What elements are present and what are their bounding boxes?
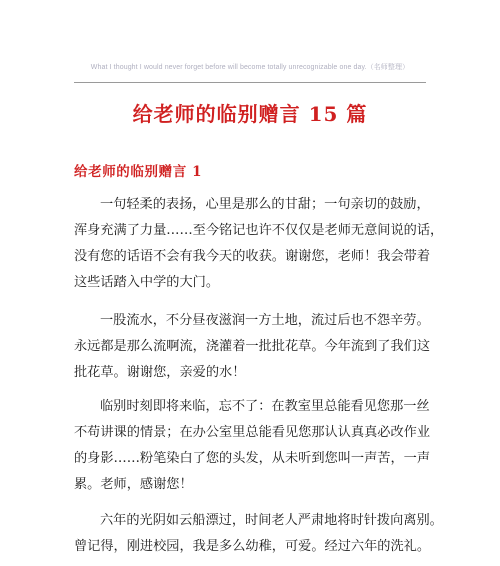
paragraph-line: 累。老师，感谢您！ xyxy=(74,477,193,492)
paragraph-3 xyxy=(74,394,431,498)
paragraph-line: 一股流水，不分昼夜滋润一方土地，流过后也不怨辛劳。 xyxy=(100,313,430,328)
paragraph-line: 不苟讲课的情景；在办公室里总能看见您那认认真真必改作业 xyxy=(74,425,431,440)
paragraph-2 xyxy=(74,308,431,386)
paragraph-line: 没有您的话语不会有我今天的收获。谢谢您，老师！我会带着 xyxy=(74,249,431,264)
paragraph-line: 批花草。谢谢您，亲爱的水！ xyxy=(74,365,246,380)
paragraph-line: 曾记得，刚进校园，我是多么幼稚，可爱。经过六年的洗礼。 xyxy=(74,539,431,554)
paragraph-line: 浑身充满了力量……至今铭记也许不仅仅是老师无意间说的话， xyxy=(74,223,444,238)
paragraph-4 xyxy=(74,508,443,560)
paragraph-line: 一句轻柔的表扬，心里是那么的甘甜；一句亲切的鼓励， xyxy=(100,197,430,212)
paragraph-line: 这些话踏入中学的大门。 xyxy=(74,275,220,290)
section-heading: 给老师的临别赠言 1 xyxy=(74,164,203,180)
paragraph-line: 六年的光阴如云船漂过，时间老人严肃地将时针拨向离别。 xyxy=(100,513,443,528)
paragraph-line: 临别时刻即将来临，忘不了：在教室里总能看见您那一丝 xyxy=(100,399,430,414)
paragraph-1 xyxy=(74,192,444,296)
paragraph-line: 永远都是那么流啊流，浇灌着一批批花草。今年流到了我们这 xyxy=(74,339,431,354)
paragraph-line: 的身影……粉笔染白了您的头发，从未听到您叫一声苦，一声 xyxy=(74,451,431,466)
header-divider xyxy=(74,82,426,83)
document-header-tagline: What I thought I would never forget before will become totally unrecognizable one day.（名师整理） xyxy=(90,64,410,71)
document-title: 给老师的临别赠言 15 篇 xyxy=(132,102,368,126)
